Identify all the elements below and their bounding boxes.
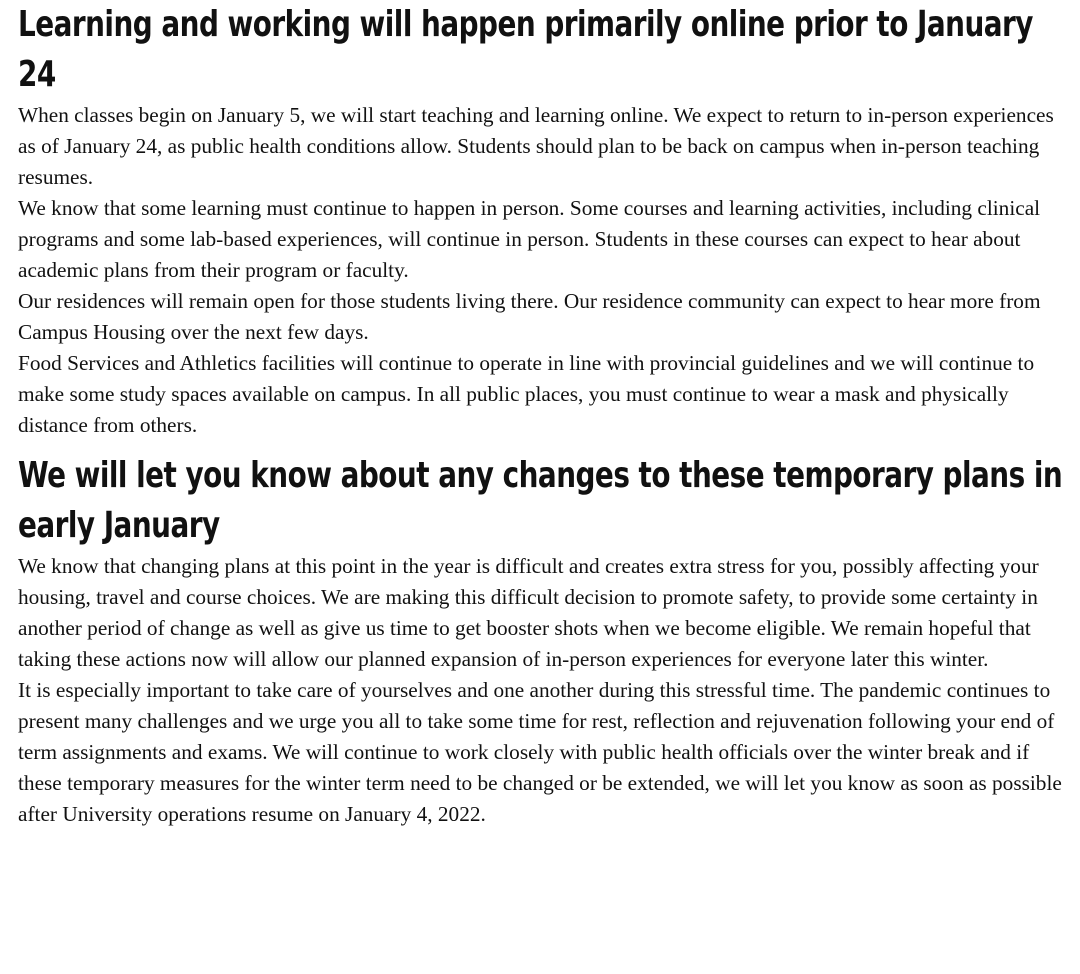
- paragraph-food-athletics: Food Services and Athletics facilities will continue to operate in line with provincial guidelines and we will continue to make some study spaces available on campus. In all public places, you must continue to wear a mask and physically distance from others.: [18, 351, 1035, 437]
- section-heading-online-learning: Learning and working will happen primarily online prior to January 24: [18, 4, 1033, 95]
- paragraph-classes-begin: When classes begin on January 5, we will start teaching and learning online. We expect to return to in-person experiences as of January 24, as public health conditions allow. Students should plan to be back on campus when in-person teaching resumes.: [18, 103, 1054, 189]
- paragraph-residences: Our residences will remain open for those students living there. Our residence community can expect to hear more from Campus Housing over the next few days.: [18, 289, 1041, 344]
- section-heading-changes: We will let you know about any changes to these temporary plans in early January: [18, 455, 1063, 546]
- paragraph-take-care: It is especially important to take care of yourselves and one another during this stressful time. The pandemic continues to present many challenges and we urge you all to take some time for rest, reflection and rejuvenation following your end of term assignments and exams. We will continue to work closely with public health officials over the winter break and if these temporary measures for the winter term need to be changed or be extended, we will let you know as soon as possible after University operations resume on January 4, 2022.: [18, 678, 1062, 826]
- paragraph-changing-plans: We know that changing plans at this point in the year is difficult and creates extra stress for you, possibly affecting your housing, travel and course choices. We are making this difficult decision to promote safety, to provide some certainty in another period of change as well as give us time to get booster shots when we become eligible. We remain hopeful that taking these actions now will allow our planned expansion of in-person experiences for everyone later this winter.: [18, 554, 1039, 671]
- paragraph-in-person-learning: We know that some learning must continue to happen in person. Some courses and learning activities, including clinical programs and some lab-based experiences, will continue in person. Students in these courses can expect to hear about academic plans from their program or faculty.: [18, 196, 1041, 282]
